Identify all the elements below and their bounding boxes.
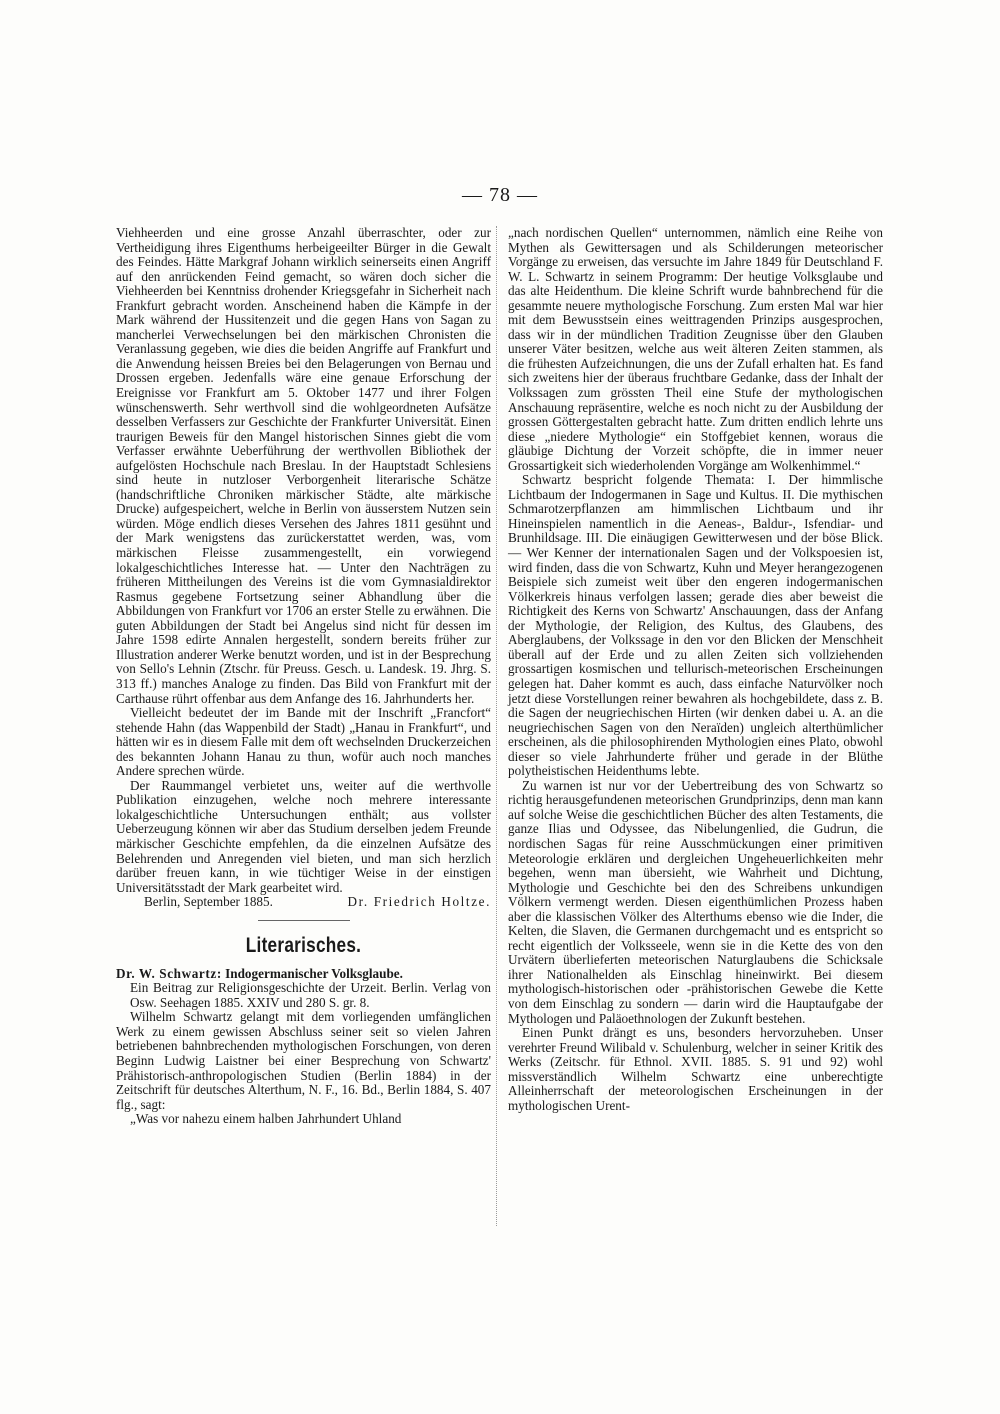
paragraph: Einen Punkt drängt es uns, besonders hervorzuheben. Unser verehrter Freund Wilibald v. Schulenburg, welcher in seiner Kritik des Werks (Zeitschr. für Ethnol. XVII. 1885. S. 91 und 92) wohl missverständlich Wilhelm Schwartz eine unberechtigte Alleinherrschaft der meteorologischen Erscheinungen in der mythologischen Urent- (508, 1025, 883, 1113)
paragraph: Wilhelm Schwartz gelangt mit dem vorliegenden umfänglichen Werk zu einem gewissen Abschluss seiner seit so vielen Jahren betriebenen bahnbrechenden mythologischen Forschungen, von deren Beginn Ludwig Laistner bei einer Besprechung von Schwartz' Prähistorisch-anthropologischen Studien (Berlin 1884) in der Zeitschrift für deutsches Alterthum, N. F., 16. Bd., Berlin 1884, S. 407 flg., sagt: (116, 1009, 491, 1112)
right-column (508, 226, 883, 1113)
paragraph: „Was vor nahezu einem halben Jahrhundert Uhland (130, 1111, 402, 1127)
paragraph: Zu warnen ist nur vor der Uebertreibung des von Schwartz so richtig herausgefundenen meteorischen Grundprinzips, denn man kann auf solche Weise die geschichtlichen Bücher des alten Testaments, die ganze Ilias und Odyssee, das Nibelungenlied, die Gudrun, die nordischen Sagas für reine Ausschmückungen einer primitiven Meteorologie erklären und dergleichen Ungeheuerlichkeiten mehr begehen, wenn man übersieht, wie Wahrheit und Dichtung, Mythologie und Geschichte bei den des Schreibens unkundigen Völkern vermengt werden. Diesen eigenthümlichen Prozess haben aber die klassischen Völker des Alterthums ebenso wie die Inder, die Kelten, die Slaven, die Germanen durchgemacht und es entspricht so recht eigentlich der Volksseele, wenn sie in die Kette des von den Urvätern überlieferten meteorischen Naturglaubens die Schicksale ihrer Nationalhelden als Einschlag hineinwirkt. Bei diesem mythologisch-historischen oder -prähistorischen Gewebe die Kette von dem Einschlag zu sondern — darin wird die Hauptaufgabe der Mythologen und Paläoethnologen der Zukunft bestehen. (508, 777, 883, 1026)
left-column (116, 226, 491, 1127)
separator-rule (258, 920, 350, 921)
section-heading: Literarisches. (245, 933, 362, 957)
paragraph: Schwartz bespricht folgende Themata: I. Der himmlische Lichtbaum der Indogermanen in Sage und Kultus. II. Die mythischen Schmarotzerpflanzen am himmlischen Lichtbaum und ihr Hineinspielen namentlich in die Aeneas-, Baldur-, Isfendiar- und Brunhildsage. III. Die einäugigen Gewitterwesen und der böse Blick. — Wer Kenner der internationalen Sagen und der Volkspoesien ist, wird finden, dass die von Schwartz, Kuhn und Meyer herangezogenen Beispiele sich zumeist weit über den engeren indogermanischen Völkerkreis hinaus verfolgen lassen; gerade dies aber beweist die Richtigkeit des Kerns von Schwartz' Anschauungen, dass der Anfang der Mythologie, der Religion, des Kultus, des Glaubens, des Aberglaubens, der Volkssage in den vor den Blicken der Menschheit überall auf der Erde und zu allen Zeiten sich vollziehenden grossartigen kosmischen und tellurisch-meteorischen Erscheinungen gelegen hat. Daher kommt es auch, dass einfache Naturvölker noch jetzt diese Vorstellungen reiner bewahren als hochgebildete, dass z. B. die Sagen der neugriechischen Hirten (wir denken dabei u. A. an die neugriechischen Sagen von den Neraïden) ungleich alterthümlicher erscheinen, als die philosophirenden Mythologien eines Plato, obwohl dieser so viele Jahrhunderte früher und gerade in der Blüthe polytheistischen Heidenthums lebte. (508, 472, 883, 779)
signature-line (116, 895, 491, 910)
review-title: Indogermanischer Volksglaube. (225, 965, 403, 981)
review-authors: Dr. W. Schwartz: (116, 965, 222, 981)
review-bibliography: Ein Beitrag zur Religionsgeschichte der Urzeit. Berlin. Verlag von Osw. Seehagen 1885. XXIV und 280 S. gr. 8. (130, 980, 491, 1010)
signature-author: Dr. Friedrich Holtze. (347, 894, 491, 910)
column-divider (496, 226, 497, 1226)
paragraph: „nach nordischen Quellen“ unternommen, nämlich eine Reihe von Mythen als Gewittersagen und als Schilderungen meteorischer Vorgänge zu erweisen, das versuchte im Jahre 1849 für Deutschland F. W. L. Schwartz in seinem Programm: Der heutige Volksglaube und das alte Heidenthum. Die kleine Schrift wurde bahnbrechend für die gesammte neuere mythologische Forschung. Zum ersten Mal war hier mit dem Bewusstsein eines weittragenden Prinzips ausgesprochen, dass wir in der mündlichen Tradition Zeugnisse über den Glauben unserer Väter besitzen, welche aus weit älteren Zeiten stammen, als die frühesten Aufzeichnungen, die uns der Zufall erhalten hat. Es fand sich zweitens hier der überaus fruchtbare Gedanke, dass der Inhalt der Volkssagen zum grössten Theil eine Stufe der mythologischen Anschauung repräsentire, welche es noch nicht zu der Ausbildung der grossen Göttergestalten gebracht hatte. Zum dritten endlich lehrte uns diese „niedere Mythologie“ ein Stoffgebiet kennen, woraus die gläubige Dichtung der Vorzeit schöpfte, die in immer neuer Grossartigkeit sich wiederholenden Vorgänge am Wolkenhimmel.“ (508, 225, 883, 473)
page-number: — 78 — (462, 184, 538, 206)
review-heading (116, 967, 491, 982)
signature-place: Berlin, September 1885. (144, 894, 273, 910)
paragraph: Der Raummangel verbietet uns, weiter auf die werthvolle Publikation einzugehen, welche noch mehrere interessante lokalgeschichtliche Untersuchungen enthält; aus vollster Ueberzeugung können wir aber das Studium derselben jedem Freunde märkischer Geschichte empfehlen, da die einzelnen Aufsätze des Belehrenden und Anregenden viel bieten, und man sich herzlich darüber freuen kann, in wie tüchtiger Weise in der einstigen Universitätsstadt der Mark gearbeitet wird. (116, 777, 491, 895)
paragraph: Viehheerden und eine grosse Anzahl überraschter, oder zur Vertheidigung ihres Eigenthums herbeigeeilter Bürger in die Gewalt des Feindes. Hätte Markgraf Johann wirklich seinerseits einen Angriff auf den anrückenden Feind gemacht, so wären doch sicher die Viehheerden bei Kenntniss drohender Kriegsgefahr in Sicherheit nach Frankfurt gebracht worden. Anscheinend haben die Kämpfe in der Mark während der Hussitenzeit und die gegen Hans von Sagan zu mancherlei Verwechselungen bei den märkischen Chronisten die Veranlassung gegeben, wie dies die beiden Angriffe auf Frankfurt und die Anwendung heissen Breies bei den Belagerungen von Bernau und Drossen ergeben. Jedenfalls wäre eine genaue Erforschung der Ereignisse vor Frankfurt am 5. Oktober 1477 und ihrer Folgen wünschenswerth. Sehr werthvoll sind die wohlgeordneten Aufsätze desselben Verfassers zur Geschichte der Frankfurter Universität. Einen traurigen Beweis für den Mangel historischen Sinnes giebt die vom Verfasser erwähnte Ueberführung der werthvollen Bibliothek der aufgelösten Hochschule nach Breslau. In der Hauptstadt Schlesiens sind heute in nutzloser Verborgenheit literarische Schätze (handschriftliche Chroniken märkischer Städte, alte märkische Drucke) aufgespeichert, welche in Berlin von äusserstem Nutzen sein würden. Möge endlich dieses Versehen des Jahres 1811 gesühnt und der Mark wenigstens das zurückerstattet werden, was, vom märkischen Fleisse zusammengestellt, ein vorwiegend lokalgeschichtliches Interesse hat. — Unter den Nachträgen zu früheren Mittheilungen des Vereins ist die vom Gymnasialdirektor Rasmus gegebene Fortsetzung seiner Abhandlung über die Abbildungen von Frankfurt vor 1706 an erster Stelle zu erwähnen. Die guten Abbildungen der Stadt bei Angelus sind nicht für dessen im Jahre 1598 edirte Annalen hergestellt, sondern bereits früher zur Illustration anderer Werke benutzt worden, und ist in der Besprechung von Sello's Lehnin (Ztschr. für Preuss. Gesch. u. Landesk. 19. Jhrg. S. 313 ff.) manches Analoge zu finden. Das Bild von Frankfurt mit der Carthause rührt offenbar aus dem Anfange des 16. Jahrhunderts her. (116, 225, 491, 706)
paragraph: Vielleicht bedeutet der im Bande mit der Inschrift „Francfort“ stehende Hahn (das Wappenbild der Stadt) „Hanau in Frankfurt“, und hätten wir es in diesem Falle mit dem oft wechselnden Druckerzeichen des bekannten Johann Hanau zu thun, wofür auch noch manches Andere sprechen würde. (116, 705, 491, 779)
